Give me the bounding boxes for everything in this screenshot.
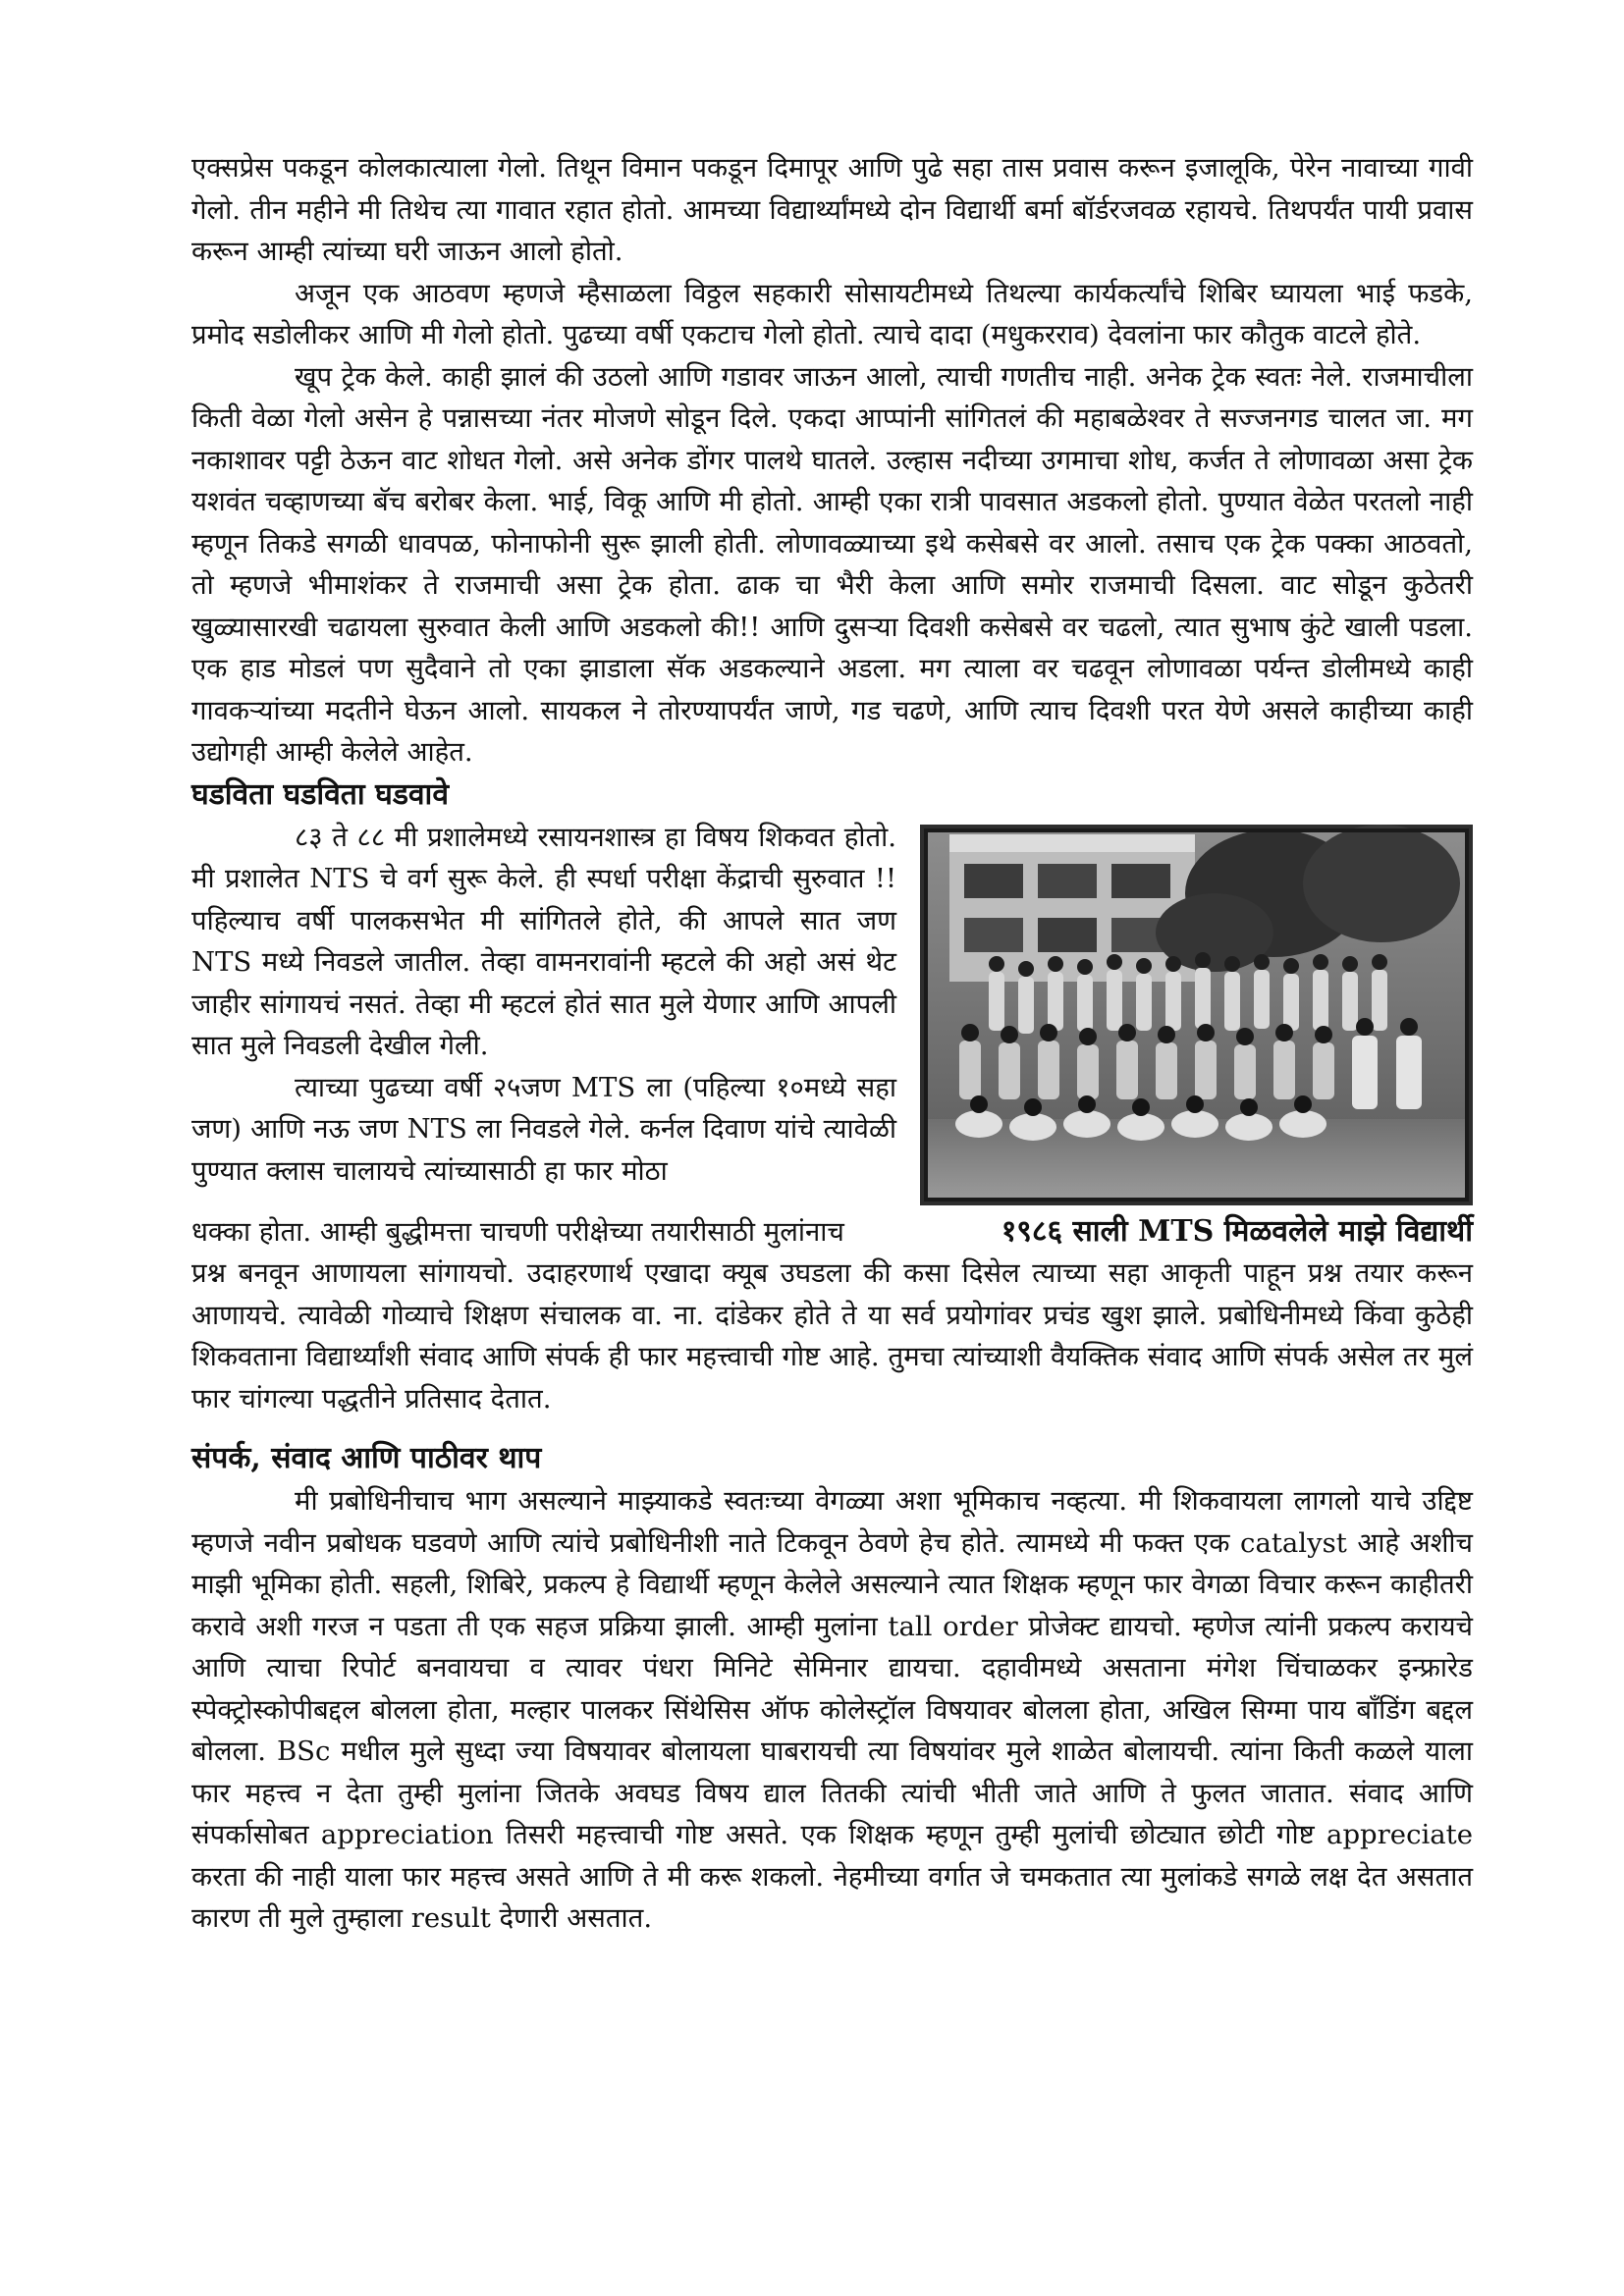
paragraph-mts-results-part-1: त्याच्या पुढच्या वर्षी २५जण MTS ला (पहिल्या १०मध्ये सहा जण) आणि नऊ जण NTS ला निवडले गेले. कर्नल दिवाण यांचे त्यावेळी पुण्यात क्लास चालायचे त्यांच्यासाठी हा फार मोठा — [191, 1071, 896, 1187]
caption-line — [191, 1211, 1473, 1254]
paragraph-mts-results-part-3: प्रश्न बनवून आणायला सांगायचो. उदाहरणार्थ एखादा क्यूब उघडला की कसा दिसेल त्याच्या सहा आकृती पाहून प्रश्न तयार करून आणायचे. त्यावेळी गोव्याचे शिक्षण संचालक वा. ना. दांडेकर होते ते या सर्व प्रयोगांवर प्रचंड खुश झाले. प्रबोधिनीमध्ये किंवा कुठेही शिकवताना विद्यार्थ्यांशी संवाद आणि संपर्क ही फार महत्त्वाची गोष्ट आहे. तुमचा त्यांच्याशी वैयक्तिक संवाद आणि संपर्क असेल तर मुलं फार चांगल्या पद्धतीने प्रतिसाद देतात. — [191, 1257, 1473, 1415]
photo-caption: १९८६ साली MTS मिळवलेले माझे विद्यार्थी — [1001, 1213, 1473, 1249]
paragraph-treks: खूप ट्रेक केले. काही झालं की उठलो आणि गडावर जाऊन आलो, त्याची गणतीच नाही. अनेक ट्रेक स्वतः नेले. राजमाचीला किती वेळा गेलो असेन हे पन्नासच्या नंतर मोजणे सोडून दिले. एकदा आप्पांनी सांगितलं की महाबळेश्वर ते सज्जनगड चालत जा. मग नकाशावर पट्टी ठेऊन वाट शोधत गेलो. असे अनेक डोंगर पालथे घातले. उल्हास नदीच्या उगमाचा शोध, कर्जत ते लोणावळा असा ट्रेक यशवंत चव्हाणच्या बॅच बरोबर केला. भाई, विकू आणि मी होतो. आम्ही एका रात्री पावसात अडकलो होतो. पुण्यात वेळेत परतलो नाही म्हणून तिकडे सगळी धावपळ, फोनाफोनी सुरू झाली होती. लोणावळ्याच्या इथे कसेबसे वर आलो. तसाच एक ट्रेक पक्का आठवतो, तो म्हणजे भीमाशंकर ते राजमाची असा ट्रेक होता. ढाक चा भैरी केला आणि समोर राजमाची दिसला. वाट सोडून कुठेतरी खुळ्यासारखी चढायला सुरुवात केली आणि अडकलो की!! आणि दुसऱ्या दिवशी कसेबसे वर चढलो, त्यात सुभाष कुंटे खाली पडला. एक हाड मोडलं पण सुदैवाने तो एका झाडाला सॅक अडकल्याने अडला. मग त्याला वर चढवून लोणावळा पर्यन्त डोलीमध्ये काही गावकऱ्यांच्या मदतीने घेऊन आलो. सायकल ने तोरण्यापर्यंत जाणे, गड चढणे, आणि त्याच दिवशी परत येणे असले काहीच्या काही उद्योगही आम्ही केलेले आहेत. — [191, 360, 1474, 768]
paragraph-mts-results-part-2: धक्का होता. आम्ही बुद्धीमत्ता चाचणी परीक्षेच्या तयारीसाठी मुलांनाच — [191, 1215, 844, 1248]
paragraph-mysore-camp: अजून एक आठवण म्हणजे म्हैसाळला विठ्ठल सहकारी सोसायटीमध्ये तिथल्या कार्यकर्त्यांचे शिबिर घ्यायला भाई फडके, प्रमोद सडोलीकर आणि मी गेलो होतो. पुढच्या वर्षी एकटाच गेलो होतो. त्याचे दादा (मधुकरराव) देवलांना फार कौतुक वाटले होते. — [191, 277, 1473, 350]
paragraph-role-teaching: मी प्रबोधिनीचाच भाग असल्याने माझ्याकडे स्वतःच्या वेगळ्या अशा भूमिकाच नव्हत्या. मी शिकवायला लागलो याचे उद्दिष्ट म्हणजे नवीन प्रबोधक घडवणे आणि त्यांचे प्रबोधिनीशी नाते टिकवून ठेवणे हेच होते. त्यामध्ये मी फक्त एक catalyst आहे अशीच माझी भूमिका होती. सहली, शिबिरे, प्रकल्प हे विद्यार्थी म्हणून केलेले असल्याने त्यात शिक्षक म्हणून फार वेगळा विचार करून काहीतरी करावे अशी गरज न पडता ती एक सहज प्रक्रिया झाली. आम्ही मुलांना tall order प्रोजेक्ट द्यायचो. म्हणेज त्यांनी प्रकल्प करायचे आणि त्याचा रिपोर्ट बनवायचा व त्यावर पंधरा मिनिटे सेमिनार द्यायचा. दहावीमध्ये असताना मंगेश चिंचाळकर इन्फ्रारेड स्पेक्ट्रोस्कोपीबद्दल बोलला होता, मल्हार पालकर सिंथेसिस ऑफ कोलेस्ट्रॉल विषयावर बोलला होता, अखिल सिग्मा पाय बाँडिंग बद्दल बोलला. BSc मधील मुले सुध्दा ज्या विषयावर बोलायला घाबरायची त्या विषयांवर मुले शाळेत बोलायची. त्यांना किती कळले याला फार महत्त्व न देता तुम्ही मुलांना जितके अवघड विषय द्याल तितकी त्यांची भीती जाते आणि ते फुलत जातात. संवाद आणि संपर्कासोबत appreciation तिसरी महत्त्वाची गोष्ट असते. एक शिक्षक म्हणून तुम्ही मुलांची छोट्यात छोटी गोष्ट appreciate करता की नाही याला फार महत्त्व असते आणि ते मी करू शकलो. नेहमीच्या वर्गात जे चमकतात त्या मुलांकडे सगळे लक्ष देत असतात कारण ती मुले तुम्हाला result देणारी असतात. — [191, 1485, 1473, 1934]
paragraph-nts-classes: ८३ ते ८८ मी प्रशालेमध्ये रसायनशास्त्र हा विषय शिकवत होतो. मी प्रशालेत NTS चे वर्ग सुरू केले. ही स्पर्धा परीक्षा केंद्राची सुरुवात !! पहिल्याच वर्षी पालकसभेत मी सांगितले होते, की आपले सात जण NTS मध्ये निवडले जातील. तेव्हा वामनरावांनी म्हटले की अहो असं थेट जाहीर सांगायचं नसतं. तेव्हा मी म्हटलं होतं सात मुले येणार आणि आपली सात मुले निवडली देखील गेली. — [191, 821, 896, 1061]
section-heading-samvad: संपर्क, संवाद आणि पाठीवर थाप — [191, 1441, 542, 1475]
group-photo-image — [920, 825, 1473, 1205]
photo-figure — [920, 825, 1473, 1205]
document-page — [191, 147, 1473, 1940]
section-heading-ghadvita: घडविता घडविता घडवावे — [191, 776, 449, 812]
paragraph-intro: एक्सप्रेस पकडून कोलकात्याला गेलो. तिथून विमान पकडून दिमापूर आणि पुढे सहा तास प्रवास करून इजालूकि, पेरेन नावाच्या गावी गेलो. तीन महीने मी तिथेच त्या गावात रहात होतो. आमच्या विद्यार्थ्यांमध्ये दोन विद्यार्थी बर्मा बॉर्डरजवळ रहायचे. तिथपर्यंत पायी प्रवास करून आम्ही त्यांच्या घरी जाऊन आलो होतो. — [191, 152, 1473, 267]
